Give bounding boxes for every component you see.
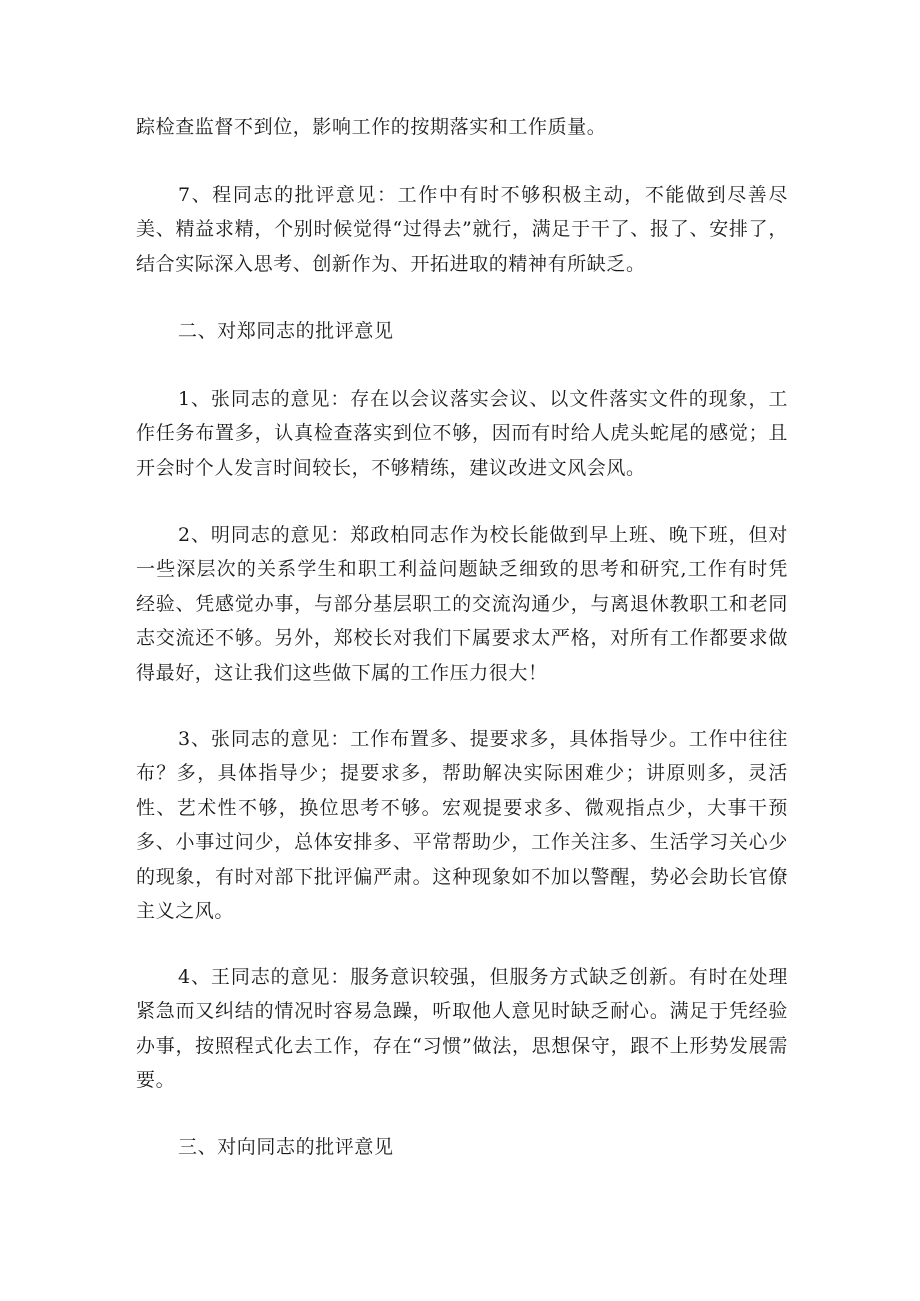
paragraph-item-4: 4、王同志的意见：服务意识较强，但服务方式缺乏创新。有时在处理紧急而又纠结的情况时容易急躁，听取他人意见时缺乏耐心。满足于凭经验办事，按照程式化去工作，存在“习惯”做法，思想保守，跟不上形势发展需要。 [136,966,788,1092]
section-heading-3: 三、对向同志的批评意见 [178,1136,394,1158]
section-heading-2: 二、对郑同志的批评意见 [178,320,394,342]
paragraph-item-7: 7、程同志的批评意见：工作中有时不够积极主动，不能做到尽善尽美、精益求精，个别时候觉得“过得去”就行，满足于干了、报了、安排了，结合实际深入思考、创新作为、开拓进取的精神有所缺乏。 [136,184,788,275]
paragraph-item-2: 2、明同志的意见：郑政柏同志作为校长能做到早上班、晚下班，但对一些深层次的关系学生和职工利益问题缺乏细致的思考和研究,工作有时凭经验、凭感觉办事，与部分基层职工的交流沟通少，与离退休教职工和老同志交流还不够。另外，郑校长对我们下属要求太严格，对所有工作都要求做得最好，这让我们这些做下属的工作压力很大！ [136,524,788,684]
paragraph-item-1: 1、张同志的意见：存在以会议落实会议、以文件落实文件的现象，工作任务布置多，认真检查落实到位不够，因而有时给人虎头蛇尾的感觉；且开会时个人发言时间较长，不够精练，建议改进文风会风。 [136,388,788,479]
paragraph-continuation: 踪检查监督不到位，影响工作的按期落实和工作质量。 [136,116,607,138]
paragraph-item-3: 3、张同志的意见：工作布置多、提要求多，具体指导少。工作中往往布？多，具体指导少；提要求多，帮助解决实际困难少；讲原则多，灵活性、艺术性不够，换位思考不够。宏观提要求多、微观指点少，大事干预多、小事过问少，总体安排多、平常帮助少，工作关注多、生活学习关心少的现象，有时对部下批评偏严肃。这种现象如不加以警醒，势必会助长官僚主义之风。 [136,728,788,923]
